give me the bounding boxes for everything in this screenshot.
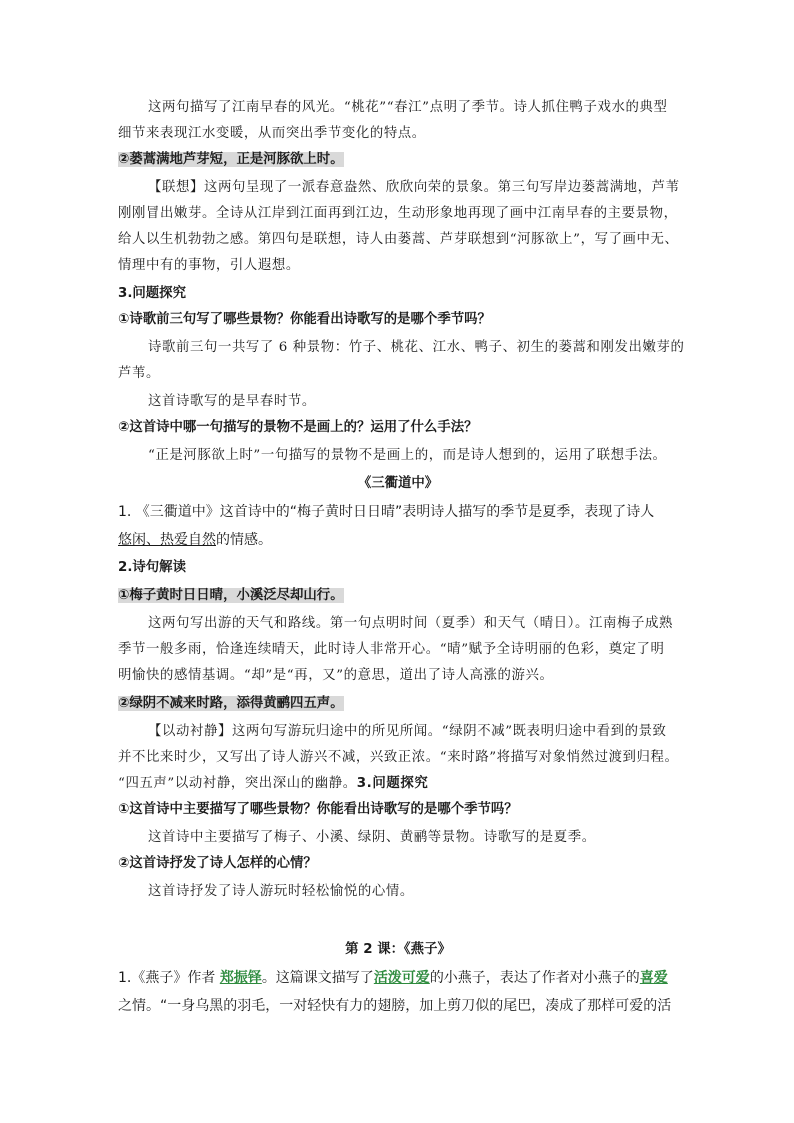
answer-line: “正是河豚欲上时”一句描写的景物不是画上的，而是诗人想到的，运用了联想手法。 [148,448,667,463]
lesson-text: 1.《燕子》作者 [118,970,220,986]
lesson-text: 的小燕子，表达了作者对小燕子的 [429,970,640,986]
question: ②这首诗抒发了诗人怎样的心情？ [118,856,317,871]
paragraph-line: 这两句描写了江南早春的风光。“桃花”“春江”点明了季节。诗人抓住鸭子戏水的典型 [148,100,668,115]
answer-line: 这首诗中主要描写了梅子、小溪、绿阴、黄鹂等景物。诗歌写的是夏季。 [148,830,596,845]
answer-line: 芦苇。 [118,366,160,381]
section-title: 2.诗句解读 [118,560,186,575]
emotion-keyword: 喜爱 [639,970,668,986]
paragraph-line [118,774,428,794]
poem-line-heading [118,694,344,714]
lesson-intro-line: 之情。“一身乌黑的羽毛，一对轻快有力的翅膀，加上剪刀似的尾巴，凑成了那样可爱的活 [118,998,672,1014]
paragraph-line: 并不比来时少，又写出了诗人游兴不减，兴致正浓。“来时路”将描写对象悄然过渡到归程。 [118,750,679,765]
highlighted-poem-line: ②绿阴不减来时路，添得黄鹂四五声。 [118,696,344,711]
paragraph-line: 明愉快的感情基调。“却”是“再，又”的意思，道出了诗人高涨的游兴。 [118,668,554,683]
poem-line-heading [118,586,344,606]
question: ②这首诗中哪一句描写的景物不是画上的？运用了什么手法？ [118,420,478,435]
paragraph-line: 刚刚冒出嫩芽。全诗从江岸到江面再到江边，生动形象地再现了画中江南早春的主要景物， [118,206,678,221]
description-keyword: 活泼可爱 [373,970,430,986]
paragraph-line: 给人以生机勃勃之感。第四句是联想，诗人由蒌蒿、芦芽联想到“河豚欲上”，写了画中无、 [118,232,679,247]
lesson-text: 。这篇课文描写了 [261,970,374,986]
intro-line [118,530,272,550]
paragraph-text: “四五声”以动衬静，突出深山的幽静。 [118,776,357,791]
paragraph-line: 【联想】这两句呈现了一派春意盎然、欣欣向荣的景象。第三句写岸边蒌蒿满地，芦苇 [148,180,680,195]
poem-title: 《三衢道中》 [357,476,439,491]
answer-line: 这首诗抒发了诗人游玩时轻松愉悦的心情。 [148,884,414,899]
highlighted-poem-line: ①梅子黄时日日晴，小溪泛尽却山行。 [118,588,344,603]
lesson-title: 第 2 课：《燕子》 [345,942,451,957]
highlighted-poem-line: ②蒌蒿满地芦芽短，正是河豚欲上时。 [118,152,344,167]
intro-text: 的情感。 [216,532,272,548]
question: ①诗歌前三句写了哪些景物？你能看出诗歌写的是哪个季节吗？ [118,312,491,327]
poem-line-heading [118,150,344,170]
answer-line: 这首诗歌写的是早春时节。 [148,394,316,409]
section-title: 3.问题探究 [356,776,429,791]
paragraph-line: 情理中有的事物，引人遐想。 [118,258,300,273]
lesson-intro-line [118,968,668,988]
paragraph-line: 细节来表现江水变暖，从而突出季节变化的特点。 [118,126,426,141]
question: ①这首诗中主要描写了哪些景物？你能看出诗歌写的是哪个季节吗？ [118,802,518,817]
paragraph-line: 【以动衬静】这两句写游玩归途中的所见所闻。“绿阴不减”既表明归途中看到的景致 [148,724,667,739]
paragraph-line: 这两句写出游的天气和路线。第一句点明时间（夏季）和天气（晴日）。江南梅子成熟 [148,616,673,631]
emotion-underlined: 悠闲、热爱自然 [118,532,216,548]
author-name: 郑振铎 [219,970,262,986]
answer-line: 诗歌前三句一共写了 6 种景物：竹子、桃花、江水、鸭子、初生的蒌蒿和刚发出嫩芽的 [148,340,685,355]
intro-line: 1. 《三衢道中》这首诗中的“梅子黄时日日晴”表明诗人描写的季节是夏季，表现了诗人 [118,504,655,520]
section-title: 3.问题探究 [118,286,186,301]
paragraph-line: 季节一般多雨，恰逢连续晴天，此时诗人非常开心。“晴”赋予全诗明丽的色彩，奠定了明 [118,642,665,657]
